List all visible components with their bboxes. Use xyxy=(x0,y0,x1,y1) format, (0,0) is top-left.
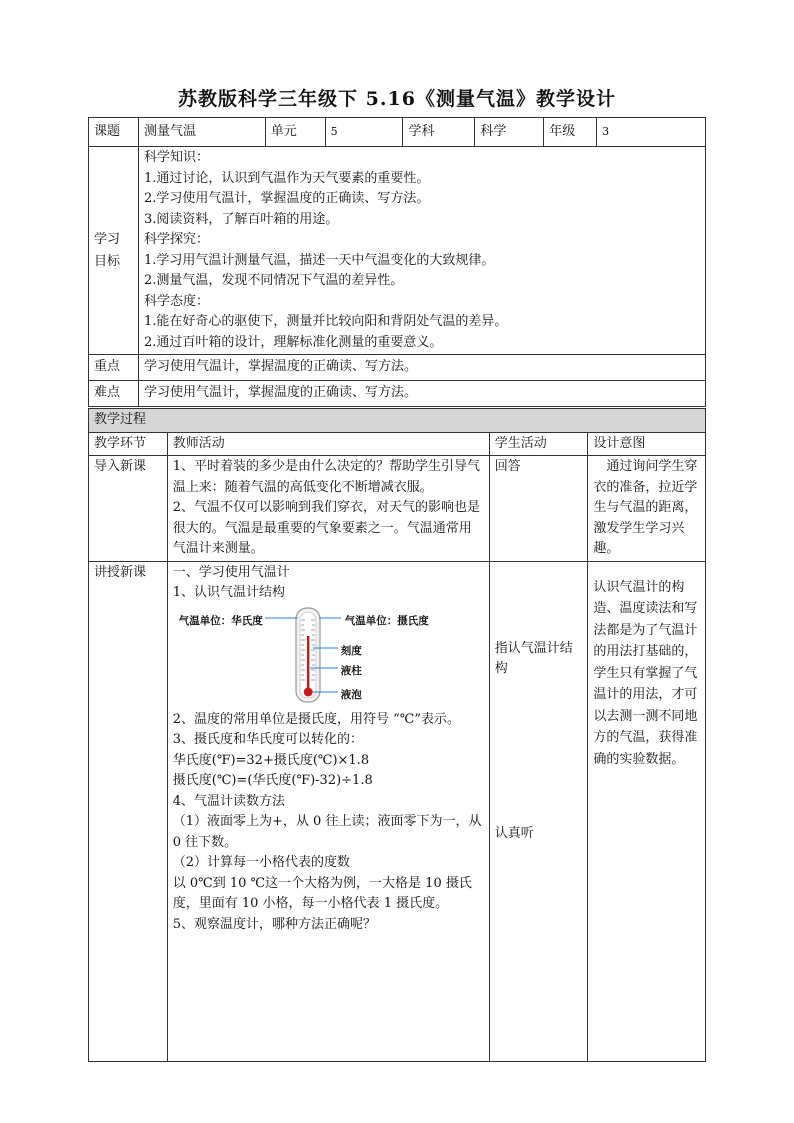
lecture-student-line: 认真听 xyxy=(494,825,534,841)
lesson-plan-table xyxy=(88,117,706,407)
intro-teacher-line: 1、平时着装的多少是由什么决定的？帮助学生引导气温上来：随着气温的高低变化不断增减衣服。 xyxy=(172,459,481,495)
goal-line: 1.能在好奇心的驱使下，测量并比较向阳和背阴处气温的差异。 xyxy=(143,314,508,329)
grade-value: 3 xyxy=(597,118,706,147)
goal-line: 科学态度： xyxy=(143,293,209,309)
grade-label: 年级 xyxy=(544,118,597,147)
lecture-teacher-line: 3、摄氏度和华氏度可以转化的： xyxy=(172,732,364,747)
lesson-value: 测量气温 xyxy=(138,118,265,147)
scale-label: 刻度 xyxy=(340,644,362,657)
lecture-teacher-line: 华氏度(℉)=32+摄氏度(℃)×1.8 xyxy=(172,752,370,768)
intro-row xyxy=(89,456,706,562)
process-section-row xyxy=(89,409,706,433)
celsius-label: 气温单位：摄氏度 xyxy=(344,614,429,627)
unit-label: 单元 xyxy=(265,118,325,147)
lesson-label: 课题 xyxy=(89,118,139,147)
lecture-student-line: 指认气温计结构 xyxy=(494,640,573,676)
lecture-teacher-line: 4、气温计读数方法 xyxy=(172,793,286,809)
process-header-row xyxy=(89,432,706,456)
thermometer-diagram xyxy=(173,606,473,706)
difficulty-label: 难点 xyxy=(89,381,139,407)
goals-row xyxy=(89,147,706,355)
lecture-teacher-line: （1）液面零上为+，从 0 往上读；液面零下为一，从 0 往下数。 xyxy=(172,814,482,850)
key-point-value: 学习使用气温计，掌握温度的正确读、写方法。 xyxy=(138,355,705,381)
lecture-teacher-line: 1、认识气温计结构 xyxy=(172,585,286,600)
fahrenheit-label: 气温单位：华氏度 xyxy=(178,614,263,627)
lecture-teacher-line: 一、学习使用气温计 xyxy=(172,564,290,580)
lecture-row xyxy=(89,561,706,1061)
lecture-intent xyxy=(588,561,706,1061)
process-section-title: 教学过程 xyxy=(89,409,706,433)
col-intent: 设计意图 xyxy=(588,432,706,456)
intro-student: 回答 xyxy=(489,456,588,562)
key-point-row xyxy=(89,355,706,381)
key-point-label: 重点 xyxy=(89,355,139,381)
column-label: 液柱 xyxy=(340,664,362,677)
bulb-label: 液泡 xyxy=(340,688,362,701)
col-student: 学生活动 xyxy=(489,432,588,456)
col-teacher: 教师活动 xyxy=(167,432,489,456)
lecture-teacher-line: 摄氏度(℃)=(华氏度(℉)-32)÷1.8 xyxy=(172,773,373,788)
lecture-teacher-line: 5、观察温度计，哪种方法正确呢？ xyxy=(172,916,377,932)
intro-teacher xyxy=(167,456,489,562)
lecture-teacher xyxy=(167,561,489,1061)
goal-line: 科学探究： xyxy=(143,232,209,247)
lecture-teacher-line: 2、温度的常用单位是摄氏度，用符号 “℃”表示。 xyxy=(172,711,460,727)
goal-line: 1.通过讨论，认识到气温作为天气要素的重要性。 xyxy=(143,170,430,186)
lecture-teacher-line: 以 0℃到 10 ℃这一个大格为例，一大格是 10 摄氏度，里面有 10 小格，每一小格代表 1 摄氏度。 xyxy=(172,875,472,911)
subject-label: 学科 xyxy=(403,118,475,147)
intro-stage: 导入新课 xyxy=(89,456,168,562)
goals-label: 学习 目标 xyxy=(89,147,139,355)
goal-line: 1.学习用气温计测量气温，描述一天中气温变化的大致规律。 xyxy=(143,252,495,268)
goal-line: 2.通过百叶箱的设计，理解标准化测量的重要意义。 xyxy=(143,334,443,350)
difficulty-value: 学习使用气温计，掌握温度的正确读、写方法。 xyxy=(138,381,705,407)
goal-line: 2.测量气温，发现不同情况下气温的差异性。 xyxy=(143,273,404,288)
goal-line: 2.学习使用气温计，掌握温度的正确读、写方法。 xyxy=(143,191,430,206)
header-row xyxy=(89,118,706,147)
lecture-student xyxy=(489,561,588,1061)
process-table xyxy=(88,408,706,1062)
intro-intent: 通过询问学生穿衣的准备，拉近学生与气温的距离，激发学生学习兴趣。 xyxy=(588,456,706,562)
intro-teacher-line: 2、气温不仅可以影响到我们穿衣，对天气的影响也是很大的。气温是最重要的气象要素之一。气温通常用气温计来测量。 xyxy=(172,500,481,556)
document-title: 苏教版科学三年级下 5.16《测量气温》教学设计 xyxy=(178,88,616,110)
difficulty-row xyxy=(89,381,706,407)
goal-line: 科学知识： xyxy=(143,150,209,165)
col-stage: 教学环节 xyxy=(89,432,168,456)
lecture-intent-text: 认识气温计的构造、温度读法和写法都是为了气温计的用法打基础的，学生只有掌握了气温计的用法，才可以去测一测不同地方的气温，获得准确的实验数据。 xyxy=(593,579,698,767)
lecture-teacher-line: （2）计算每一小格代表的度数 xyxy=(172,855,351,870)
unit-value: 5 xyxy=(325,118,403,147)
lecture-stage: 讲授新课 xyxy=(89,561,168,1061)
goals-content xyxy=(138,147,705,355)
subject-value: 科学 xyxy=(475,118,544,147)
goal-line: 3.阅读资料，了解百叶箱的用途。 xyxy=(143,211,339,227)
